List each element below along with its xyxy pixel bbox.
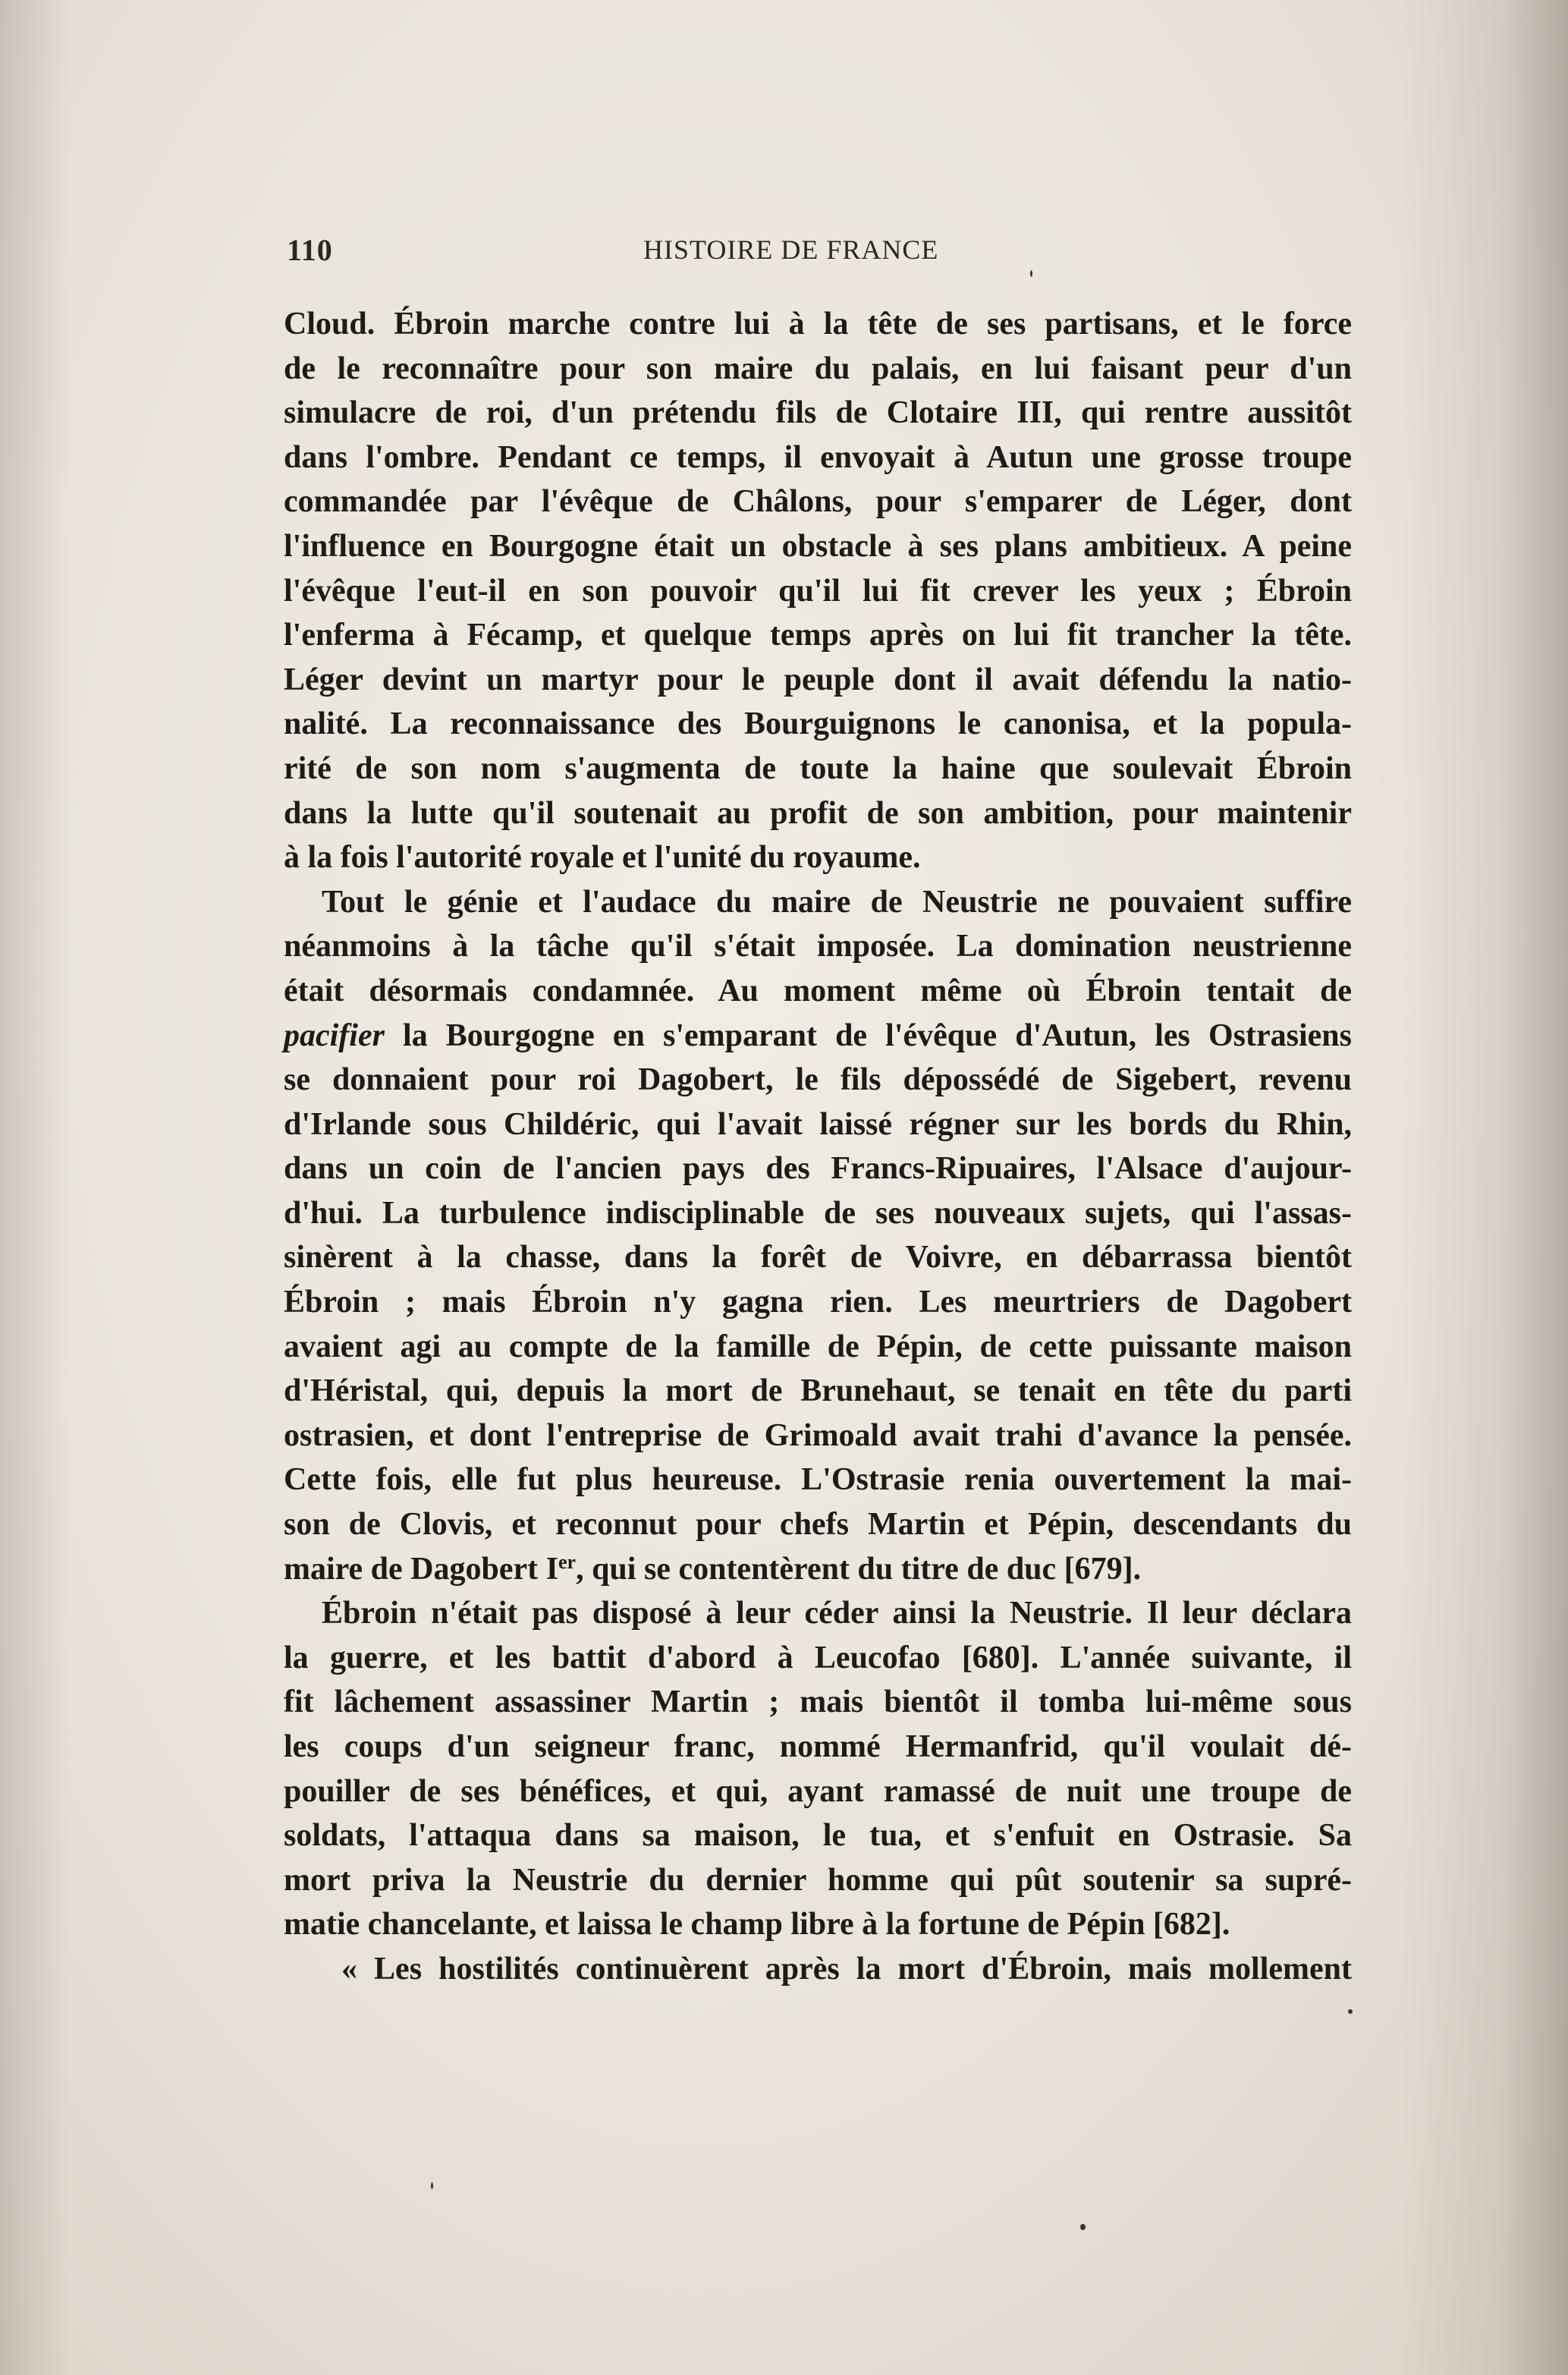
running-head [287, 232, 1349, 278]
text-line: commandée par l'évêque de Châlons, pour s'emparer de Léger, dont [284, 484, 1352, 520]
text-line: son de Clovis, et reconnut pour chefs Martin et Pépin, descendants du [284, 1507, 1352, 1543]
paragraph-3 [284, 1591, 1352, 1947]
body-text [284, 302, 1352, 1992]
text-line: l'évêque l'eut-il en son pouvoir qu'il lui fit crever les yeux ; Ébroin [284, 573, 1352, 609]
paper-speck [1348, 2009, 1353, 2014]
page-edge-shadow [0, 0, 68, 2375]
text-line: Tout le génie et l'audace du maire de Neustrie ne pouvaient suffire [322, 884, 1352, 920]
text-line: dans l'ombre. Pendant ce temps, il envoyait à Autun une grosse troupe [284, 439, 1352, 475]
text-line: l'enferma à Fécamp, et quelque temps après on lui fit trancher la tête. [284, 618, 1352, 653]
text-line: d'Irlande sous Childéric, qui l'avait laissé régner sur les bords du Rhin, [284, 1106, 1352, 1142]
text-line: mort priva la Neustrie du dernier homme qui pût soutenir sa supré- [284, 1862, 1352, 1898]
text-line: les coups d'un seigneur franc, nommé Hermanfrid, qu'il voulait dé- [284, 1729, 1352, 1764]
text-line: « Les hostilités continuèrent après la mort d'Ébroin, mais mollement [341, 1951, 1352, 1987]
text-line: avaient agi au compte de la famille de Pépin, de cette puissante maison [284, 1329, 1352, 1364]
text-line: fit lâchement assassiner Martin ; mais bientôt il tomba lui-même sous [284, 1685, 1352, 1720]
text-line: Ébroin ; mais Ébroin n'y gagna rien. Les meurtriers de Dagobert [284, 1285, 1352, 1320]
text-line: dans un coin de l'ancien pays des Francs-Ripuaires, l'Alsace d'aujour- [284, 1151, 1352, 1187]
text-line: soldats, l'attaqua dans sa maison, le tua, et s'enfuit en Ostrasie. Sa [284, 1818, 1352, 1854]
italic-word: pacifier [284, 1018, 385, 1053]
superscript: er [558, 1550, 577, 1573]
text-line: simulacre de roi, d'un prétendu fils de Clotaire III, qui rentre aussitôt [284, 395, 1352, 431]
paragraph-4 [284, 1947, 1352, 1992]
text-line: se donnaient pour roi Dagobert, le fils dépossédé de Sigebert, revenu [284, 1062, 1352, 1098]
text-line: rité de son nom s'augmenta de toute la haine que soulevait Ébroin [284, 750, 1352, 786]
text-line-with-superscript [284, 1547, 1352, 1592]
text-line: sinèrent à la chasse, dans la forêt de Voivre, en débarrassa bientôt [284, 1240, 1352, 1276]
paper-speck [1030, 270, 1032, 277]
text-line: ostrasien, et dont l'entreprise de Grimoald avait trahi d'avance la pensée. [284, 1417, 1352, 1453]
text-line: dans la lutte qu'il soutenait au profit de son ambition, pour maintenir [284, 795, 1352, 831]
text-line: d'hui. La turbulence indisciplinable de ses nouveaux sujets, qui l'assas- [284, 1195, 1352, 1231]
paper-speck [1080, 2224, 1086, 2230]
text-line: était désormais condamnée. Au moment même où Ébroin tentait de [284, 973, 1352, 1008]
text-fragment: , qui se contentèrent du titre de duc [679]. [576, 1551, 1142, 1587]
text-fragment: la Bourgogne en s'emparant de l'évêque d'Autun, les Ostrasiens [384, 1018, 1352, 1053]
text-line: d'Héristal, qui, depuis la mort de Brunehaut, se tenait en tête du parti [284, 1373, 1352, 1409]
text-line: matie chancelante, et laissa le champ libre à la fortune de Pépin [682]. [284, 1907, 1230, 1942]
running-title: HISTOIRE DE FRANCE [643, 234, 939, 265]
text-line: pouiller de ses bénéfices, et qui, ayant ramassé de nuit une troupe de [284, 1773, 1352, 1809]
text-line: Cette fois, elle fut plus heureuse. L'Ostrasie renia ouvertement la mai- [284, 1462, 1352, 1498]
text-line: l'influence en Bourgogne était un obstacle à ses plans ambitieux. A peine [284, 528, 1352, 564]
text-fragment: maire de Dagobert I [284, 1551, 558, 1587]
text-line: de le reconnaître pour son maire du palais, en lui faisant peur d'un [284, 351, 1352, 386]
text-line: Cloud. Ébroin marche contre lui à la tête de ses partisans, et le force [284, 307, 1352, 341]
text-line: la guerre, et les battit d'abord à Leucofao [680]. L'année suivante, il [284, 1640, 1352, 1675]
page-number: 110 [287, 233, 333, 267]
binding-shadow [1401, 0, 1568, 2375]
paragraph-1 [284, 302, 1352, 880]
paragraph-2 [284, 880, 1352, 1592]
text-line: néanmoins à la tâche qu'il s'était imposée. La domination neustrienne [284, 929, 1352, 964]
text-line: à la fois l'autorité royale et l'unité du royaume. [284, 840, 921, 876]
text-line: Ébroin n'était pas disposé à leur céder ainsi la Neustrie. Il leur déclara [322, 1596, 1352, 1631]
text-line: nalité. La reconnaissance des Bourguignons le canonisa, et la popula- [284, 706, 1352, 742]
text-line: Léger devint un martyr pour le peuple dont il avait défendu la natio- [284, 662, 1352, 697]
paper-speck [431, 2182, 433, 2189]
text-line-with-italic [284, 1014, 1352, 1059]
